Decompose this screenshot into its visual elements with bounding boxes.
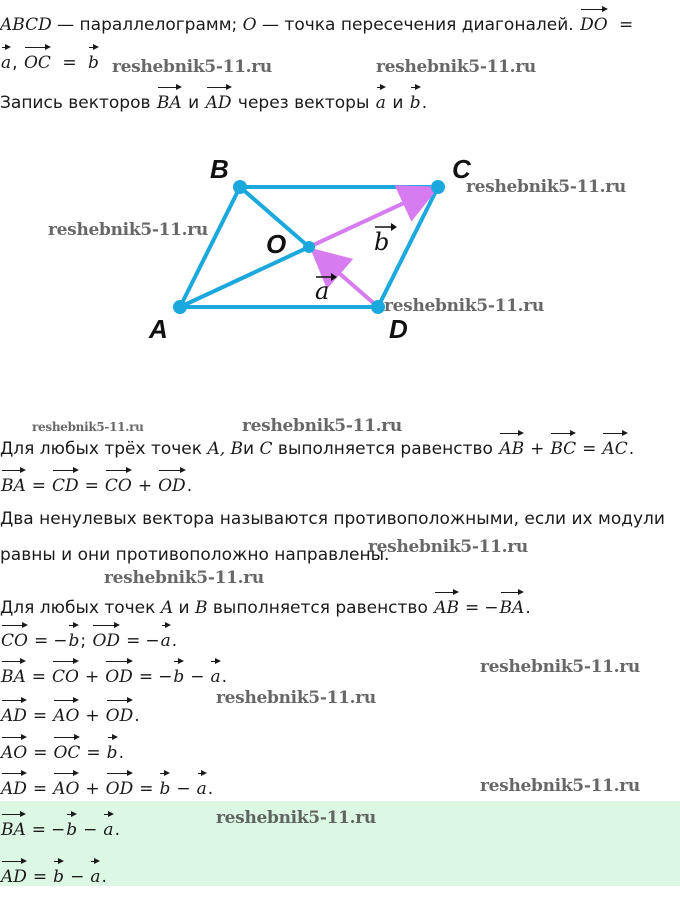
watermark: reshebnik5-11.ru: [480, 657, 640, 677]
vector-a: a: [161, 622, 171, 654]
vector-a: a: [1, 44, 11, 76]
vector-cd: CD: [52, 467, 79, 499]
point-c: C: [259, 439, 273, 459]
vector-b: b: [66, 811, 77, 843]
text: — точка пересечения диагоналей.: [262, 15, 574, 35]
text: выполняется равенство: [277, 439, 493, 459]
label-vec-a: a: [315, 277, 330, 305]
vector-ad: AD: [1, 697, 27, 729]
vector-ao: AO: [1, 734, 27, 766]
equals: =: [619, 15, 634, 35]
label-o: O: [266, 229, 287, 259]
watermark: reshebnik5-11.ru: [104, 568, 264, 588]
given-line-2: a, OC = b: [0, 44, 100, 76]
watermark: reshebnik5-11.ru: [384, 296, 544, 316]
vector-ao: AO: [53, 770, 79, 802]
equation-ad-sum: AD = AO + OD.: [0, 697, 140, 729]
vector-ad: AD: [206, 84, 232, 116]
vector-a: a: [210, 658, 220, 690]
vector-b: b: [88, 44, 99, 76]
vector-ab: AB: [499, 430, 524, 462]
definition-line-2: равны и они противоположно направлены.: [0, 545, 390, 565]
vector-od: OD: [106, 697, 134, 729]
label-b: B: [210, 154, 229, 184]
vector-ad: AD: [1, 858, 27, 890]
vector-co: CO: [52, 658, 79, 690]
vector-ab: AB: [434, 589, 459, 621]
task-line: Запись векторов BA и AD через векторы a и b.: [0, 84, 427, 116]
watermark: reshebnik5-11.ru: [216, 808, 376, 828]
equation-ao-oc: AO = OC = b.: [0, 734, 124, 766]
vector-ad: AD: [1, 770, 27, 802]
definition-line-1: Два ненулевых вектора называются противоположными, если их модули: [0, 509, 665, 529]
text: и: [188, 93, 200, 113]
watermark: reshebnik5-11.ru: [466, 177, 626, 197]
watermark: reshebnik5-11.ru: [480, 776, 640, 796]
parallelogram-diagram: [0, 0, 680, 400]
rule-opposite: Для любых точек A и B выполняется равенство AB = −BA.: [0, 589, 531, 621]
vector-oc: OC: [24, 44, 51, 76]
watermark: reshebnik5-11.ru: [242, 416, 402, 436]
vector-ac: AC: [602, 430, 627, 462]
point-b: [233, 180, 247, 194]
vector-b: b: [68, 622, 79, 654]
vector-a: a: [197, 770, 207, 802]
parallelogram-name: ABCD: [0, 15, 52, 35]
vector-b: b: [410, 84, 421, 116]
text: через векторы: [237, 93, 370, 113]
vector-do: DO: [580, 6, 608, 38]
vector-a: a: [103, 811, 113, 843]
watermark: reshebnik5-11.ru: [112, 57, 272, 77]
text: и: [243, 439, 255, 459]
point-c: [431, 180, 445, 194]
label-a: A: [149, 314, 168, 344]
label-d: D: [389, 314, 408, 344]
answer-ad: AD = b − a.: [0, 858, 107, 890]
vector-ba: BA: [500, 589, 525, 621]
equation-ba-expanded: BA = CO + OD = −b − a.: [0, 658, 227, 690]
vector-bc: BC: [550, 430, 576, 462]
point-d: [371, 300, 385, 314]
watermark: reshebnik5-11.ru: [216, 688, 376, 708]
watermark: reshebnik5-11.ru: [48, 220, 208, 240]
vector-od: OD: [105, 658, 133, 690]
label-vec-b: b: [374, 228, 390, 256]
vector-co: CO: [105, 467, 132, 499]
vector-b: b: [53, 858, 64, 890]
vector-ba: BA: [1, 811, 26, 843]
equation-ba-cd: BA = CD = CO + OD.: [0, 467, 192, 499]
vector-oc: OC: [53, 734, 80, 766]
vector-od: OD: [158, 467, 186, 499]
vector-a: a: [376, 84, 386, 116]
equation-ad-expanded: AD = AO + OD = b − a.: [0, 770, 213, 802]
vector-ao: AO: [53, 697, 79, 729]
point-o: O: [242, 15, 257, 35]
equals: =: [62, 53, 77, 73]
point-b: B: [230, 439, 244, 459]
point-a: A,: [207, 439, 226, 459]
text: и: [178, 598, 190, 618]
vector-b: b: [159, 770, 170, 802]
rule-three-points: Для любых трёх точек A, Bи C выполняется равенство AB + BC = AC.: [0, 430, 634, 462]
label-c: C: [452, 154, 471, 184]
vector-co: CO: [1, 622, 28, 654]
vector-b: b: [107, 734, 118, 766]
vector-b: b: [173, 658, 184, 690]
text: Для любых точек: [0, 598, 156, 618]
vector-od: OD: [92, 622, 120, 654]
diagonal-ao: [180, 247, 309, 307]
watermark: reshebnik5-11.ru: [376, 57, 536, 77]
text: Для любых трёх точек: [0, 439, 203, 459]
vector-a: a: [90, 858, 100, 890]
watermark: reshebnik5-11.ru: [368, 537, 528, 557]
answer-ba: BA = −b − a.: [0, 811, 120, 843]
point-b: B: [194, 598, 208, 618]
vector-od: OD: [106, 770, 134, 802]
point-a: A: [160, 598, 174, 618]
vector-ba: BA: [1, 658, 26, 690]
equation-co-od: CO = −b; OD = −a.: [0, 622, 177, 654]
text: и: [392, 93, 404, 113]
vector-ba: BA: [157, 84, 182, 116]
text: выполняется равенство: [212, 598, 428, 618]
text: — параллелограмм;: [57, 15, 238, 35]
text: Запись векторов: [0, 93, 151, 113]
point-o: [303, 241, 315, 253]
watermark: reshebnik5-11.ru: [32, 420, 144, 434]
point-a: [173, 300, 187, 314]
vector-ba: BA: [1, 467, 26, 499]
